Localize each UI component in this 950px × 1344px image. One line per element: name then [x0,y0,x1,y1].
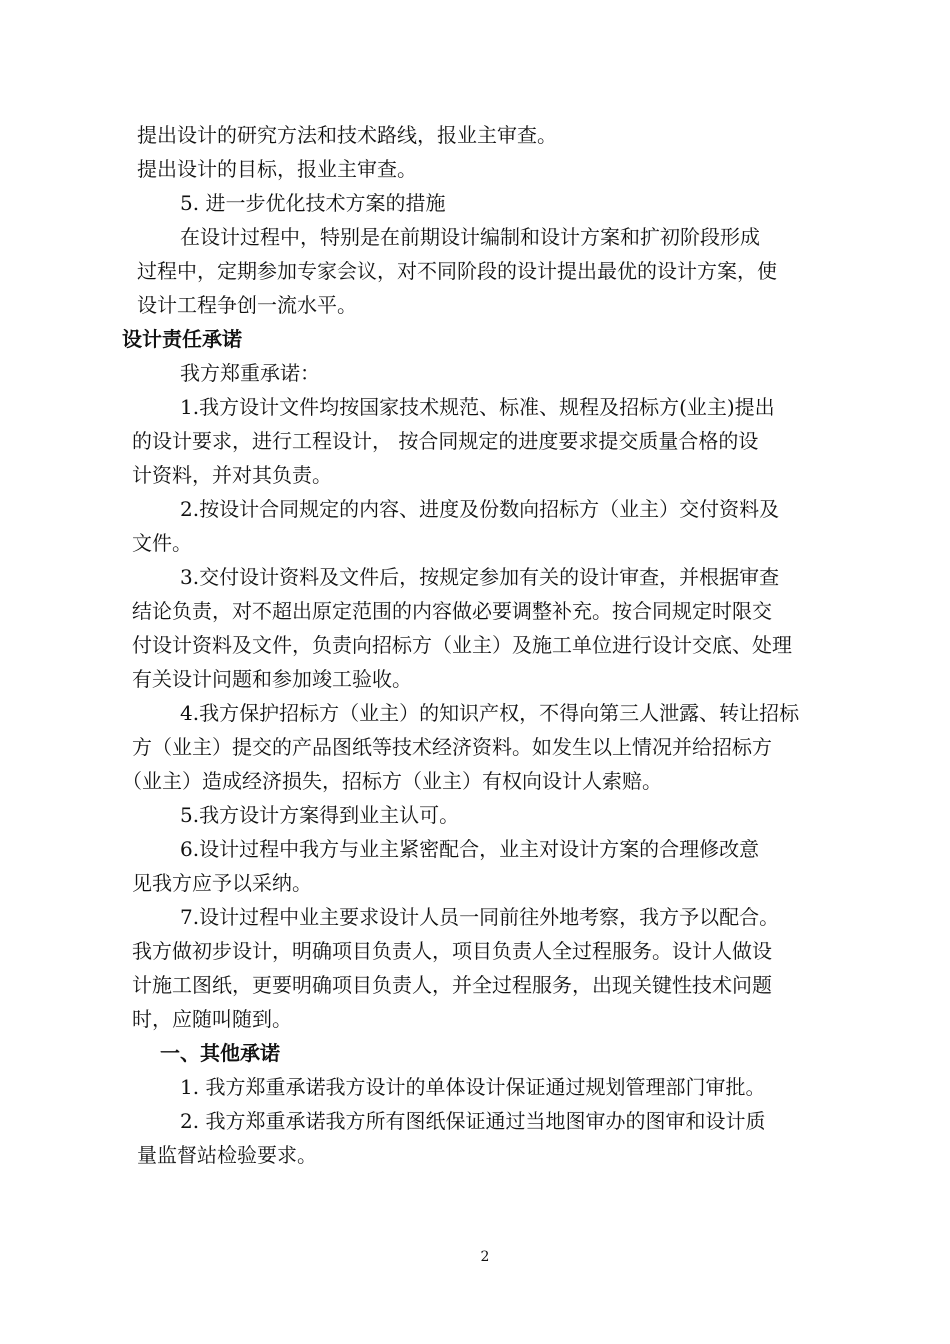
paragraph-line: 2. 我方郑重承诺我方所有图纸保证通过当地图审办的图审和设计质 [180,1109,766,1133]
paragraph-line: 计施工图纸，更要明确项目负责人，并全过程服务，出现关键性技术问题 [132,973,772,997]
paragraph-line: 量监督站检验要求。 [137,1143,317,1167]
paragraph-line: 的设计要求，进行工程设计， 按合同规定的进度要求提交质量合格的设 [132,429,759,453]
page-number: 2 [480,1249,490,1265]
paragraph-line: 4.我方保护招标方（业主）的知识产权，不得向第三人泄露、转让招标 [180,701,800,725]
paragraph-line: （业主）造成经济损失，招标方（业主）有权向设计人索赔。 [122,769,662,793]
paragraph-line: 6.设计过程中我方与业主紧密配合，业主对设计方案的合理修改意 [180,837,760,861]
paragraph-line: 结论负责，对不超出原定范围的内容做必要调整补充。按合同规定时限交 [132,599,772,623]
paragraph-line: 提出设计的研究方法和技术路线，报业主审查。 [137,123,557,147]
paragraph-line: 付设计资料及文件，负责向招标方（业主）及施工单位进行设计交底、处理 [132,633,792,657]
paragraph-line: 1. 我方郑重承诺我方设计的单体设计保证通过规划管理部门审批。 [180,1075,766,1099]
paragraph-line: 我方郑重承诺： [180,361,320,385]
paragraph-line: 5.我方设计方案得到业主认可。 [180,803,460,827]
paragraph-line: 设计工程争创一流水平。 [137,293,357,317]
paragraph-line: 3.交付设计资料及文件后，按规定参加有关的设计审查，并根据审查 [180,565,780,589]
paragraph-line: 有关设计问题和参加竣工验收。 [132,667,412,691]
section-heading: 一、其他承诺 [160,1041,280,1065]
paragraph-line: 计资料，并对其负责。 [132,463,332,487]
paragraph-line: 在设计过程中，特别是在前期设计编制和设计方案和扩初阶段形成 [180,225,760,249]
paragraph-line: 提出设计的目标，报业主审查。 [137,157,417,181]
paragraph-line: 过程中，定期参加专家会议，对不同阶段的设计提出最优的设计方案，使 [137,259,777,283]
paragraph-line: 我方做初步设计，明确项目负责人，项目负责人全过程服务。设计人做设 [132,939,772,963]
paragraph-line: 见我方应予以采纳。 [132,871,312,895]
paragraph-line: 1.我方设计文件均按国家技术规范、标准、规程及招标方(业主)提出 [180,395,775,419]
section-subheading: 5. 进一步优化技术方案的措施 [180,191,446,215]
paragraph-line: 7.设计过程中业主要求设计人员一同前往外地考察，我方予以配合。 [180,905,780,929]
paragraph-line: 时，应随叫随到。 [132,1007,292,1031]
paragraph-line: 文件。 [132,531,192,555]
section-heading: 设计责任承诺 [122,327,242,351]
paragraph-line: 方（业主）提交的产品图纸等技术经济资料。如发生以上情况并给招标方 [132,735,772,759]
paragraph-line: 2.按设计合同规定的内容、进度及份数向招标方（业主）交付资料及 [180,497,780,521]
